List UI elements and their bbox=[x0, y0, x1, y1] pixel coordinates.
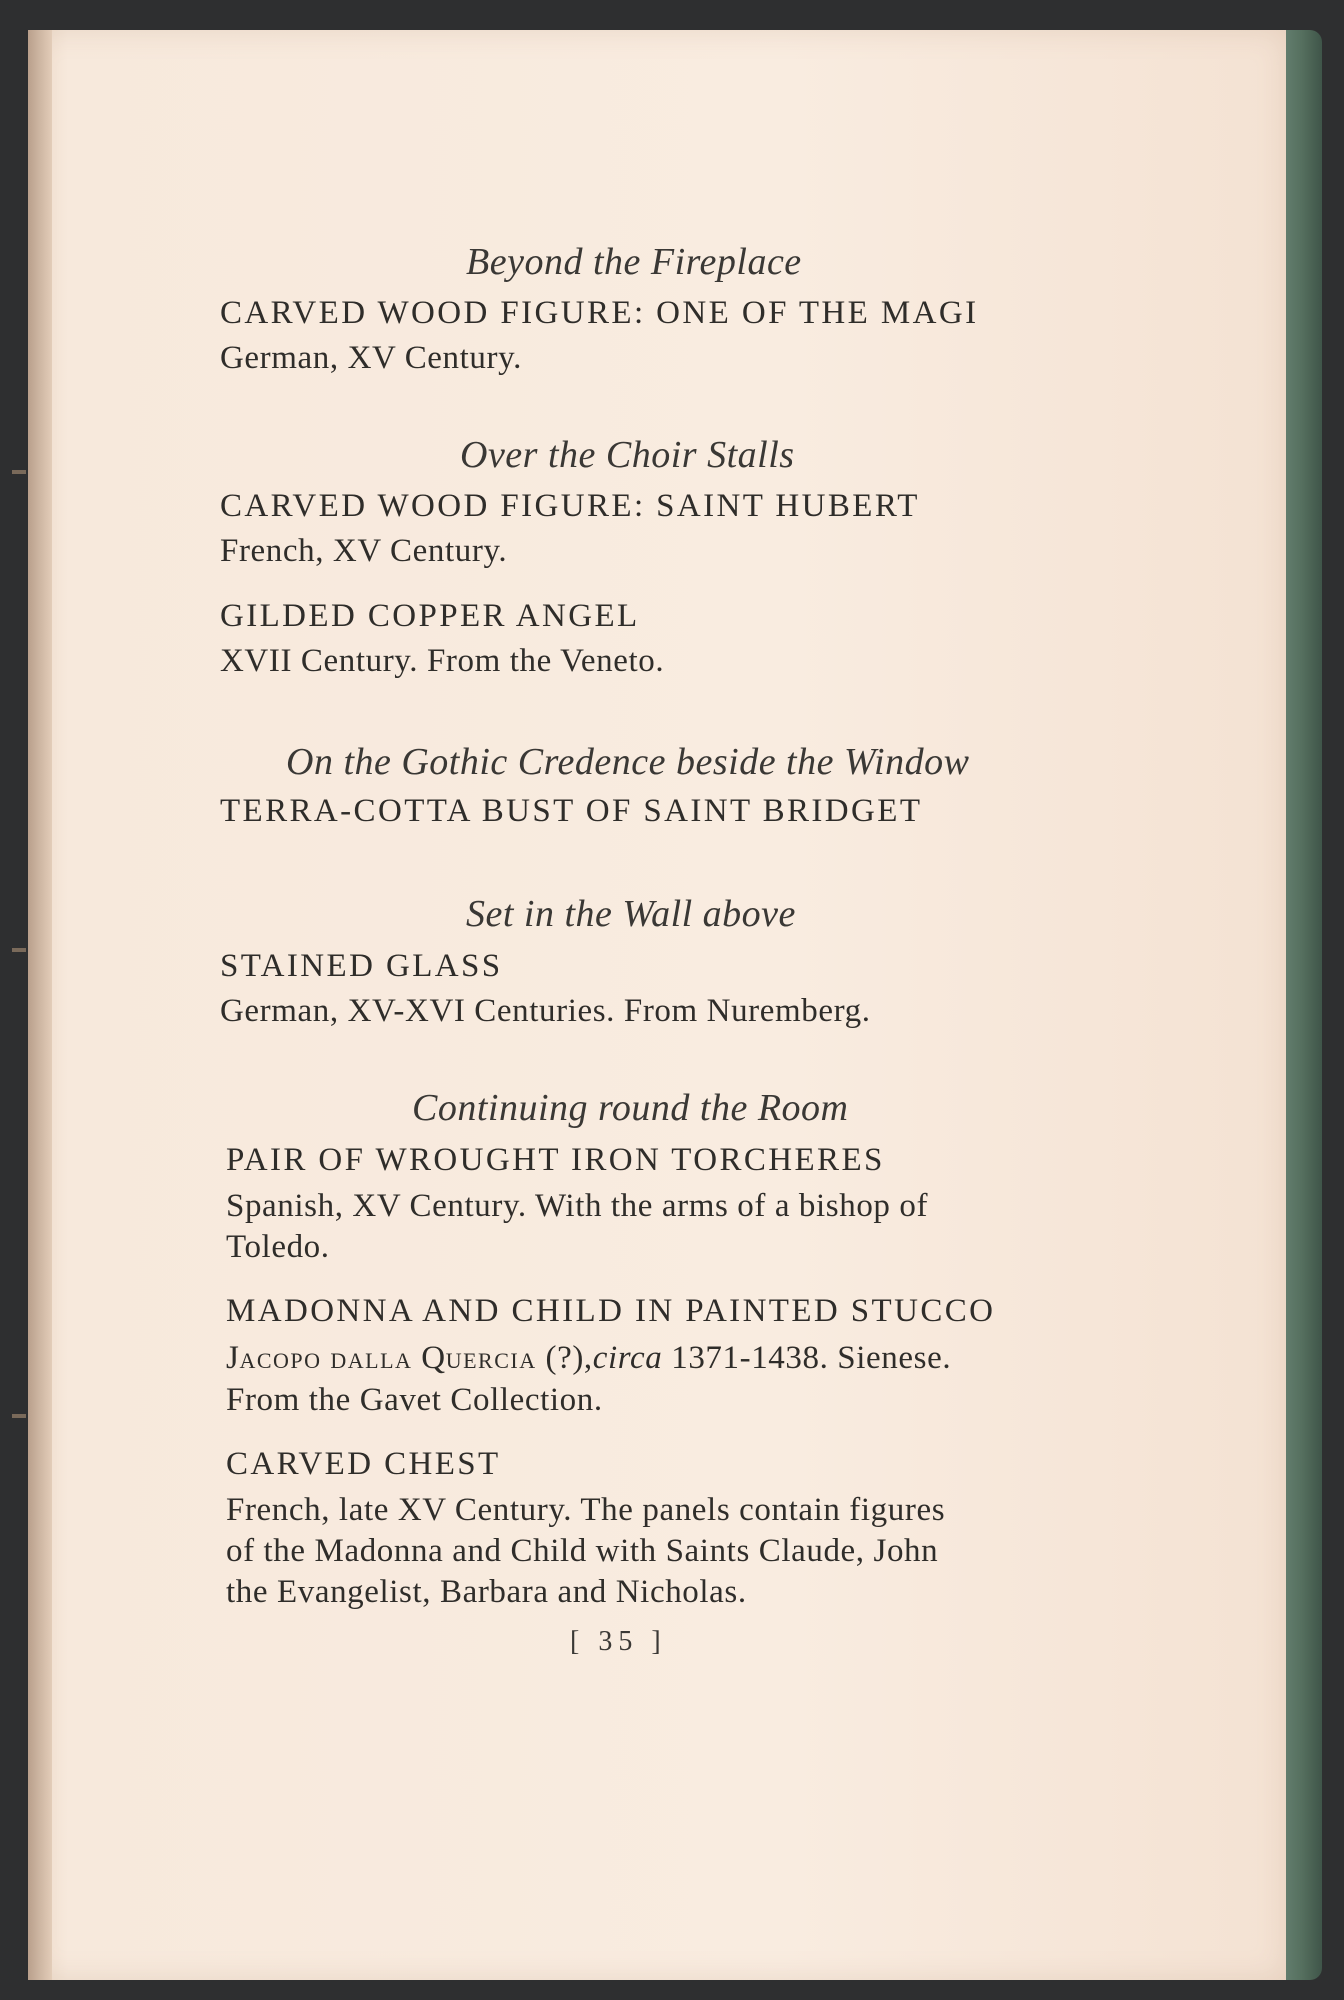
entry-line: Spanish, XV Century. With the arms of a bishop of bbox=[226, 1188, 929, 1224]
section-heading: Continuing round the Room bbox=[412, 1087, 849, 1129]
entry-title: GILDED COPPER ANGEL bbox=[220, 598, 640, 634]
entry-title: CARVED WOOD FIGURE: ONE OF THE MAGI bbox=[220, 295, 979, 331]
entry-line: German, XV Century. bbox=[220, 340, 522, 376]
page-number: [ 35 ] bbox=[570, 1626, 667, 1657]
entry-title: PAIR OF WROUGHT IRON TORCHERES bbox=[226, 1142, 885, 1178]
section-heading: On the Gothic Credence beside the Window bbox=[286, 741, 970, 783]
binding-mark bbox=[12, 470, 26, 474]
attribution-smallcaps: ACOPO bbox=[239, 1348, 322, 1373]
book-page bbox=[28, 30, 1286, 1980]
attribution-initial: Q bbox=[421, 1340, 446, 1376]
entry-line: of the Madonna and Child with Saints Claude, John bbox=[226, 1533, 939, 1569]
entry-attribution bbox=[226, 1340, 951, 1377]
entry-line: Toledo. bbox=[226, 1229, 330, 1265]
attribution-smallcaps: DALLA bbox=[330, 1348, 413, 1373]
section-heading: Set in the Wall above bbox=[466, 893, 796, 935]
attribution-query: (?), bbox=[545, 1340, 593, 1376]
section-heading: Over the Choir Stalls bbox=[460, 434, 795, 476]
attribution-initial: J bbox=[226, 1340, 240, 1376]
entry-title: MADONNA AND CHILD IN PAINTED STUCCO bbox=[226, 1293, 996, 1329]
entry-title: CARVED WOOD FIGURE: SAINT HUBERT bbox=[220, 488, 920, 524]
entry-line: XVII Century. From the Veneto. bbox=[220, 643, 665, 679]
attribution-circa: circa bbox=[592, 1340, 663, 1376]
entry-line: the Evangelist, Barbara and Nicholas. bbox=[226, 1574, 747, 1610]
page-gutter bbox=[28, 30, 52, 1980]
entry-title: CARVED CHEST bbox=[226, 1446, 501, 1482]
entry-line: French, XV Century. bbox=[220, 533, 508, 569]
binding-mark bbox=[12, 948, 26, 952]
entry-title: TERRA-COTTA BUST OF SAINT BRIDGET bbox=[220, 793, 923, 829]
section-heading: Beyond the Fireplace bbox=[466, 241, 802, 283]
entry-line: German, XV-XVI Centuries. From Nuremberg. bbox=[220, 993, 871, 1029]
binding-mark bbox=[12, 1414, 26, 1418]
attribution-smallcaps: UERCIA bbox=[445, 1348, 537, 1373]
entry-line: French, late XV Century. The panels contain figures bbox=[226, 1492, 946, 1528]
entry-line: From the Gavet Collection. bbox=[226, 1382, 603, 1418]
attribution-dates: 1371-1438. Sienese. bbox=[671, 1340, 952, 1376]
entry-title: STAINED GLASS bbox=[220, 948, 503, 984]
